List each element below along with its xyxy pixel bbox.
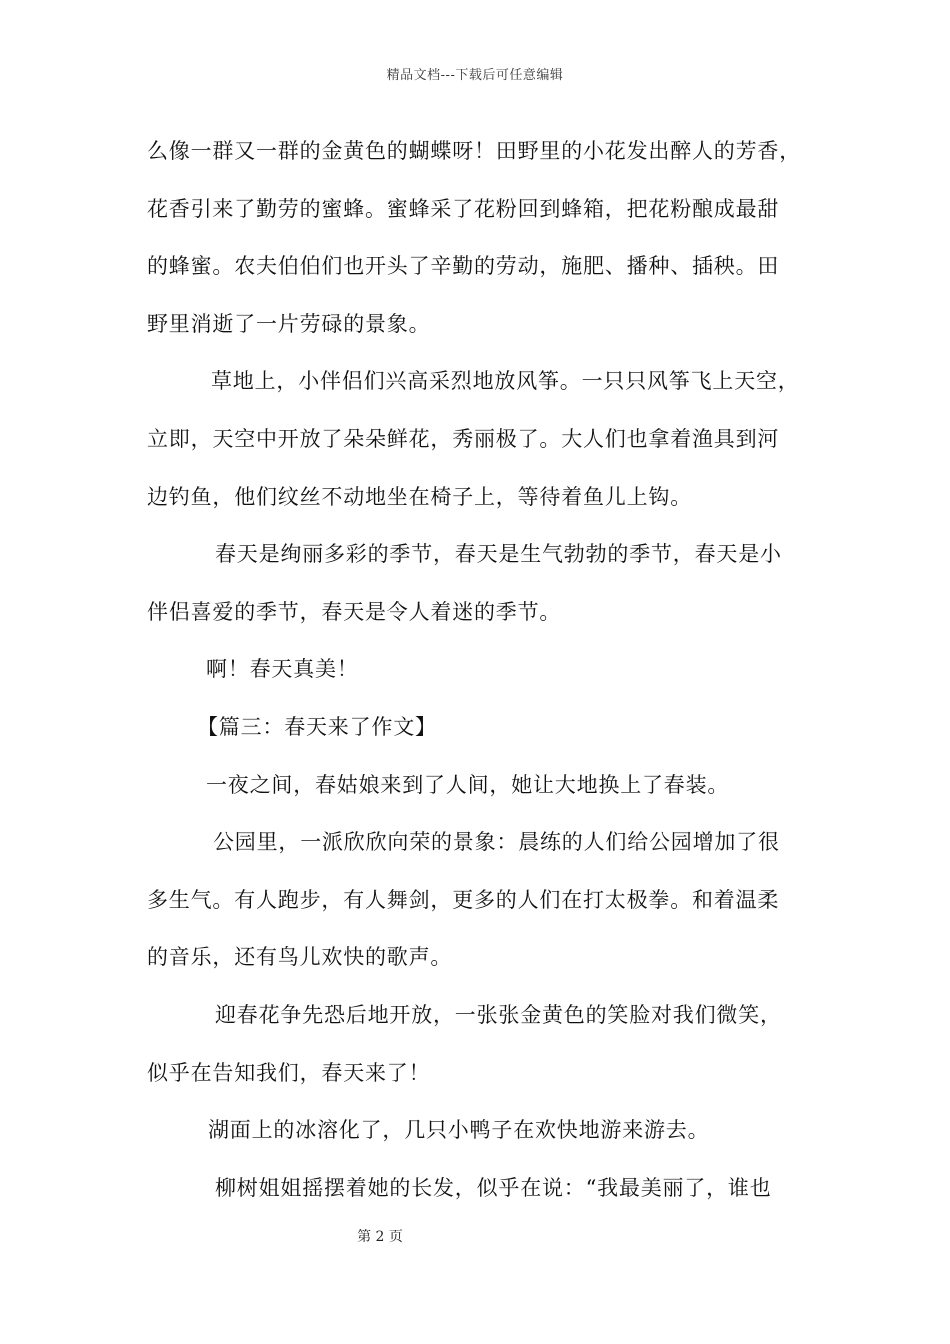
- paragraph-line: 似乎在告知我们，春天来了！: [147, 1060, 431, 1085]
- paragraph-line: 公园里，一派欣欣向荣的景象：晨练的人们给公园增加了很: [213, 830, 780, 855]
- paragraph-line: 么像一群又一群的金黄色的蝴蝶呀！田野里的小花发出醉人的芳香，: [147, 139, 801, 163]
- paragraph-line: 一夜之间，春姑娘来到了人间，她让大地换上了春装。: [206, 772, 730, 797]
- paragraph-line: 伴侣喜爱的季节，春天是令人着迷的季节。: [147, 599, 562, 624]
- paragraph-line: 的音乐，还有鸟儿欢快的歌声。: [147, 945, 453, 970]
- paragraph-line: 的蜂蜜。农夫伯伯们也开头了辛勤的劳动，施肥、播种、插秧。田: [147, 254, 780, 279]
- paragraph-line: 草地上，小伴侣们兴高采烈地放风筝。一只只风筝飞上天空，: [211, 369, 800, 394]
- page-number: 第 2 页: [357, 1229, 403, 1245]
- paragraph-line: 柳树姐姐摇摆着她的长发，似乎在说：“我最美丽了，谁也: [215, 1175, 772, 1200]
- paragraph-line: 迎春花争先恐后地开放，一张张金黄色的笑脸对我们微笑，: [215, 1002, 782, 1027]
- paragraph-line: 边钓鱼，他们纹丝不动地坐在椅子上，等待着鱼儿上钩。: [147, 484, 692, 509]
- paragraph-line: 立即，天空中开放了朵朵鲜花，秀丽极了。大人们也拿着渔具到河: [147, 426, 780, 451]
- section-heading: 【篇三：春天来了作文】: [197, 714, 437, 739]
- paragraph-line: 野里消逝了一片劳碌的景象。: [147, 311, 431, 336]
- paragraph-line: 春天是绚丽多彩的季节，春天是生气勃勃的季节，春天是小: [215, 542, 782, 567]
- paragraph-line: 花香引来了勤劳的蜜蜂。蜜蜂采了花粉回到蜂箱，把花粉酿成最甜: [147, 196, 780, 221]
- paragraph-line: 湖面上的冰溶化了，几只小鸭子在欢快地游来游去。: [208, 1118, 710, 1143]
- page-header: 精品文档---下载后可任意编辑: [386, 68, 564, 83]
- document-body: [145, 128, 825, 1222]
- paragraph-line: 多生气。有人跑步，有人舞剑，更多的人们在打太极拳。和着温柔: [147, 887, 780, 912]
- paragraph-line: 啊！春天真美！: [206, 657, 359, 682]
